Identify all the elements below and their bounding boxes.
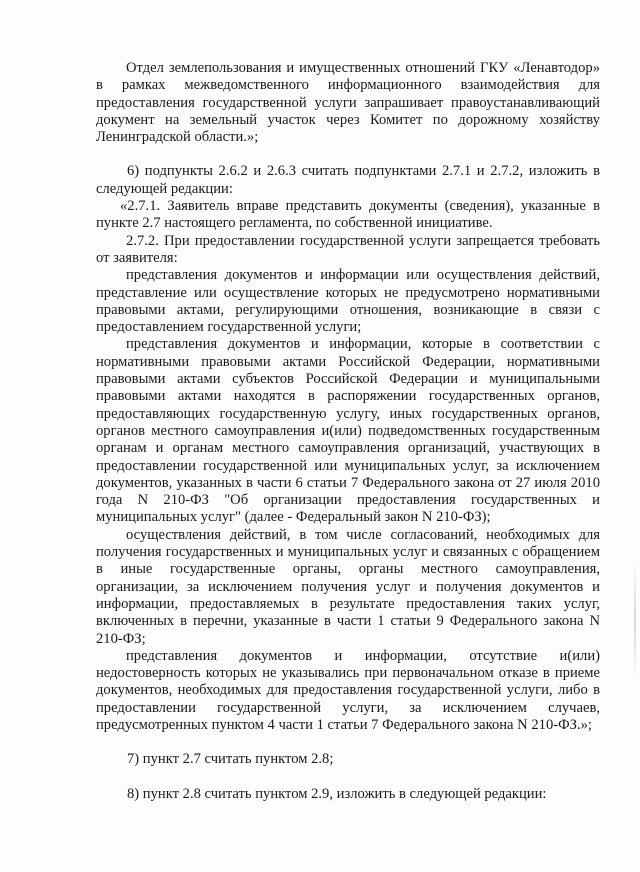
paragraph-2-7-1: «2.7.1. Заявитель вправе представить документы (сведения), указанные в пункте 2.7 настоящего регламента, по собственной инициативе. xyxy=(96,198,600,232)
paragraph-2-7-2: 2.7.2. При предоставлении государственной услуги запрещается требовать от заявителя: xyxy=(96,232,600,266)
paragraph-land-department: Отдел землепользования и имущественных отношений ГКУ «Ленавтодор» в рамках межведомственного информационного взаимодействия для предоставления государственной услуги запрашивает правоустанавливающий документ на земельный участок через Комитет по дорожному хозяйству Ленинградской области.»; xyxy=(96,60,600,146)
scan-edge-shadow xyxy=(634,560,636,680)
paragraph-item-7: 7) пункт 2.7 считать пунктом 2.8; xyxy=(127,751,334,768)
paragraph-requirement-2: представления документов и информации, которые в соответствии с нормативными правовыми актами Российской Федерации, нормативными правовыми актами субъектов Российской Федерации и муниципальными правовыми актами находятся в распоряжении государственных органов, предоставляющих государственную услугу, иных государственных органов, органов местного самоуправления и(или) подведомственных государственным органам и органам местного самоуправления организаций, участвующих в предоставлении государственной или муниципальных услуг, за исключением документов, указанных в части 6 статьи 7 Федерального закона от 27 июля 2010 года N 210-ФЗ "Об организации предоставления государственных и муниципальных услуг" (далее - Федеральный закон N 210-ФЗ); xyxy=(96,336,600,526)
paragraph-requirement-1: представления документов и информации или осуществления действий, представление или осуществление которых не предусмотрено нормативными правовыми актами, регулирующими отношения, возникающие в связи с предоставлением государственной услуги; xyxy=(96,267,600,336)
document-body xyxy=(96,60,600,803)
paragraph-requirement-4: представления документов и информации, отсутствие и(или) недостоверность которых не указывались при первоначальном отказе в приеме документов, необходимых для предоставления государственной услуги, либо в предоставлении государственной услуги, за исключением случаев, предусмотренных пунктом 4 части 1 статьи 7 Федерального закона N 210-ФЗ.»; xyxy=(96,647,600,733)
paragraph-item-8: 8) пункт 2.8 считать пунктом 2.9, изложить в следующей редакции: xyxy=(127,785,547,802)
paragraph-requirement-3: осуществления действий, в том числе согласований, необходимых для получения государственных и муниципальных услуг и связанных с обращением в иные государственные органы, органы местного самоуправления, организации, за исключением получения услуг и получения документов и информации, предоставляемых в результате предоставления таких услуг, включенных в перечни, указанные в части 1 статьи 9 Федерального закона N 210-ФЗ; xyxy=(96,526,600,647)
paragraph-item-6: 6) подпункты 2.6.2 и 2.6.3 считать подпунктами 2.7.1 и 2.7.2, изложить в следующей редакции: xyxy=(96,163,600,197)
